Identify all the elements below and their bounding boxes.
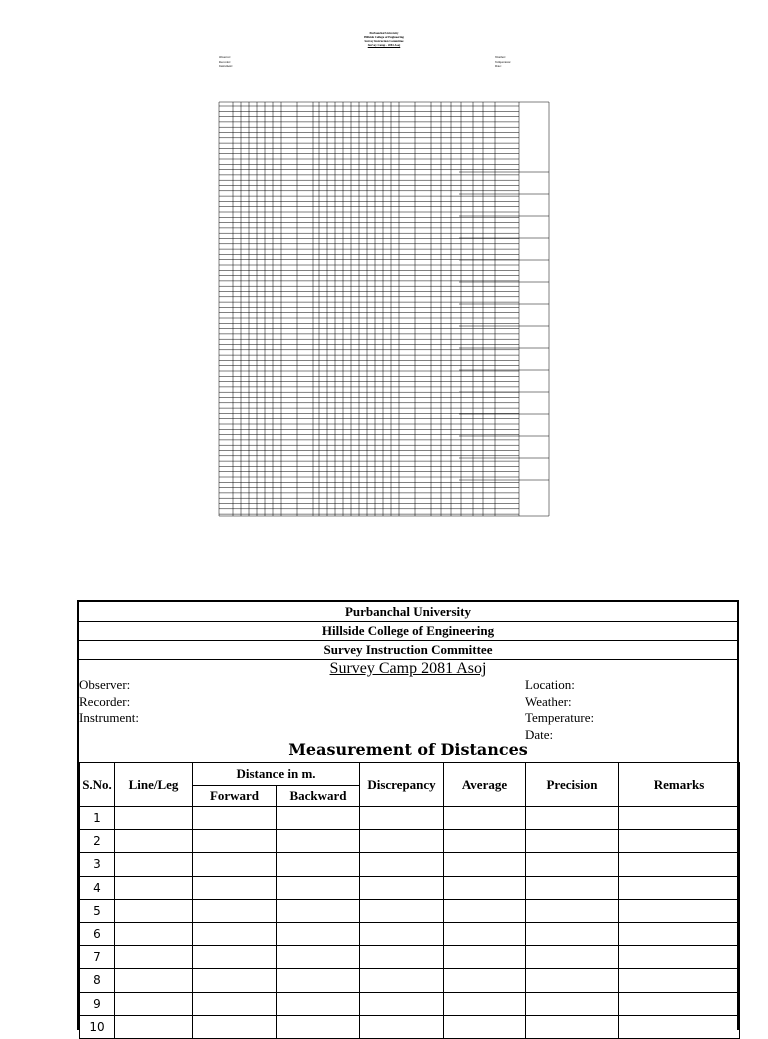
average-cell[interactable] [444,922,526,945]
backward-cell[interactable] [277,946,360,969]
average-cell[interactable] [444,853,526,876]
col-discrepancy: Discrepancy [360,763,444,807]
precision-cell[interactable] [526,1015,619,1038]
table-row [80,946,740,969]
discrepancy-cell[interactable] [360,807,444,830]
date-label: Date: [525,726,554,742]
average-cell[interactable] [444,876,526,899]
table-row [80,992,740,1015]
line-leg-cell[interactable] [115,946,193,969]
line-leg-cell[interactable] [115,969,193,992]
backward-cell[interactable] [277,992,360,1015]
weather-label: Weather: [525,693,572,709]
remarks-cell[interactable] [619,946,740,969]
col-sno: S.No. [80,763,115,807]
row-number: 4 [80,876,115,899]
thumb-left-meta [219,55,233,69]
precision-cell[interactable] [526,992,619,1015]
discrepancy-cell[interactable] [360,899,444,922]
location-label: Location: [525,677,575,692]
distance-form [77,600,739,1034]
line-leg-cell[interactable] [115,922,193,945]
average-cell[interactable] [444,807,526,830]
left-meta [79,677,139,727]
discrepancy-cell[interactable] [360,922,444,945]
forward-cell[interactable] [193,992,277,1015]
temperature-label: Temperature: [525,710,595,725]
university-name: Purbanchal University [79,602,737,622]
thumb-instrument: Instrument: [219,64,233,68]
discrepancy-cell[interactable] [360,830,444,853]
table-row [80,853,740,876]
average-cell[interactable] [444,1015,526,1038]
remarks-cell[interactable] [619,853,740,876]
remarks-cell[interactable] [619,992,740,1015]
right-meta [525,677,594,743]
remarks-cell[interactable] [619,1015,740,1038]
col-remarks: Remarks [619,763,740,807]
thumb-temperature: Temperature: [495,59,511,64]
backward-cell[interactable] [277,969,360,992]
thumb-date: Date: [495,64,502,68]
average-cell[interactable] [444,969,526,992]
table-row [80,807,740,830]
line-leg-cell[interactable] [115,992,193,1015]
line-leg-cell[interactable] [115,1015,193,1038]
backward-cell[interactable] [277,1015,360,1038]
precision-cell[interactable] [526,830,619,853]
average-cell[interactable] [444,830,526,853]
table-row [80,1015,740,1038]
thumb-title-3: Survey Instruction Committee [364,39,404,43]
thumb-camp: Survey Camp - 2081 Asoj [367,43,401,47]
table-row [80,876,740,899]
thumb-recorder: Recorder: [219,59,231,64]
distance-table-body [80,807,740,1039]
recorder-label: Recorder: [79,693,131,709]
row-number: 1 [80,807,115,830]
backward-cell[interactable] [277,853,360,876]
line-leg-cell[interactable] [115,876,193,899]
table-row [80,969,740,992]
thumb-title-1: Purbanchal University [369,31,399,35]
table-row [80,899,740,922]
remarks-cell[interactable] [619,899,740,922]
row-number: 3 [80,853,115,876]
forward-cell[interactable] [193,899,277,922]
line-leg-cell[interactable] [115,807,193,830]
col-precision: Precision [526,763,619,807]
col-backward: Backward [277,786,360,807]
thumb-title-2: Hillside College of Engineering [364,35,404,39]
backward-cell[interactable] [277,922,360,945]
table-row [80,922,740,945]
discrepancy-cell[interactable] [360,992,444,1015]
forward-cell[interactable] [193,830,277,853]
row-number: 6 [80,922,115,945]
forward-cell[interactable] [193,1015,277,1038]
thumb-weather: Weather: [495,55,506,59]
discrepancy-cell[interactable] [360,946,444,969]
col-forward: Forward [193,786,277,807]
average-cell[interactable] [444,946,526,969]
forward-cell[interactable] [193,807,277,830]
camp-title [79,659,737,679]
discrepancy-cell[interactable] [360,853,444,876]
remarks-cell[interactable] [619,876,740,899]
distance-table [79,762,740,1039]
col-line-leg: Line/Leg [115,763,193,807]
row-number: 9 [80,992,115,1015]
forward-cell[interactable] [193,946,277,969]
line-leg-cell[interactable] [115,830,193,853]
table-row [80,830,740,853]
thumbnail-sheet [219,31,549,516]
discrepancy-cell[interactable] [360,876,444,899]
row-number: 5 [80,899,115,922]
thumbnail-grid [219,102,549,516]
precision-cell[interactable] [526,853,619,876]
row-number: 2 [80,830,115,853]
precision-cell[interactable] [526,899,619,922]
average-cell[interactable] [444,992,526,1015]
precision-cell[interactable] [526,969,619,992]
forward-cell[interactable] [193,922,277,945]
col-average: Average [444,763,526,807]
forward-cell[interactable] [193,876,277,899]
remarks-cell[interactable] [619,922,740,945]
table-title: Measurement of Distances [288,740,528,759]
average-cell[interactable] [444,899,526,922]
discrepancy-cell[interactable] [360,1015,444,1038]
row-number: 10 [80,1015,115,1038]
row-number: 8 [80,969,115,992]
forward-cell[interactable] [193,853,277,876]
thumb-right-meta [495,55,511,69]
observer-label: Observer: [79,677,131,692]
col-distance: Distance in m. [193,763,360,786]
line-leg-cell[interactable] [115,899,193,922]
line-leg-cell[interactable] [115,853,193,876]
committee-name: Survey Instruction Committee [79,640,737,660]
precision-cell[interactable] [526,807,619,830]
camp-title-text: Survey Camp 2081 Asoj [329,660,487,677]
backward-cell[interactable] [277,830,360,853]
remarks-cell[interactable] [619,830,740,853]
remarks-cell[interactable] [619,807,740,830]
college-name: Hillside College of Engineering [79,621,737,641]
backward-cell[interactable] [277,899,360,922]
precision-cell[interactable] [526,946,619,969]
backward-cell[interactable] [277,807,360,830]
discrepancy-cell[interactable] [360,969,444,992]
precision-cell[interactable] [526,876,619,899]
remarks-cell[interactable] [619,969,740,992]
precision-cell[interactable] [526,922,619,945]
row-number: 7 [80,946,115,969]
instrument-label: Instrument: [79,710,139,725]
backward-cell[interactable] [277,876,360,899]
thumb-observer: Observer: [219,55,231,59]
forward-cell[interactable] [193,969,277,992]
